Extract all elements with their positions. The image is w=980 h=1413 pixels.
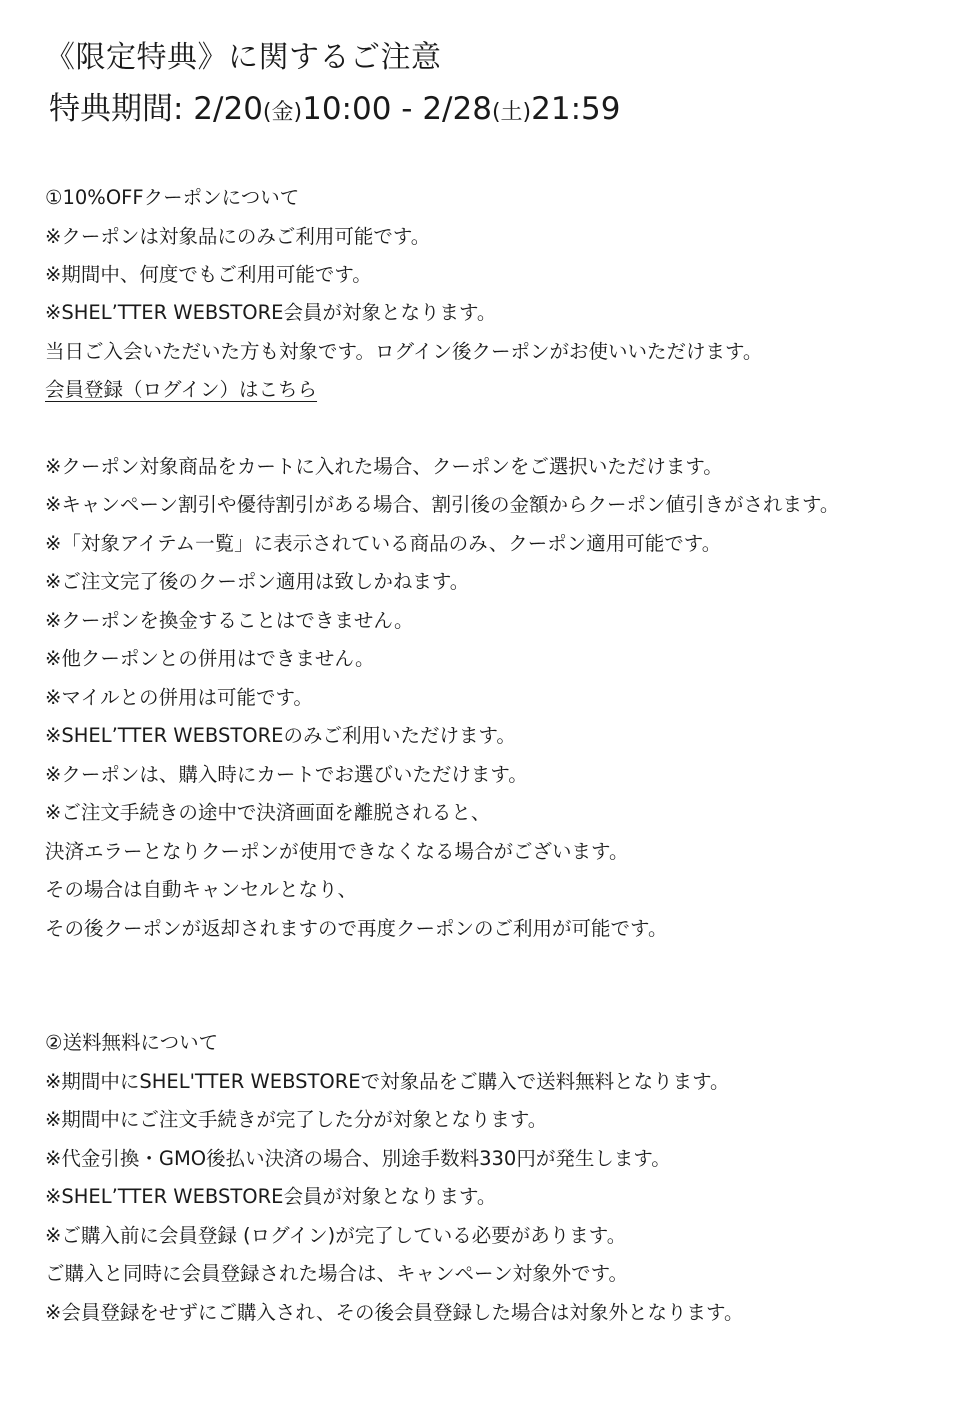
period-start-day: (金): [262, 100, 303, 125]
page-title: 《限定特典》に関するご注意: [45, 40, 442, 75]
shipping-line: ご購入と同時に会員登録された場合は、キャンペーン対象外です。: [45, 1262, 629, 1285]
coupon-note: ※他クーポンとの併用はできません。: [45, 647, 375, 670]
period-label: 特典期間: 2/20: [49, 91, 263, 127]
coupon-note: ※「対象アイテム一覧」に表示されている商品のみ、クーポン適用可能です。: [45, 532, 722, 555]
coupon-note: ※キャンペーン割引や優待割引がある場合、割引後の金額からクーポン値引きがされます。: [45, 493, 840, 516]
period-end-time: 21:59: [531, 91, 621, 127]
coupon-line: ※クーポンは対象品にのみご利用可能です。: [45, 225, 431, 248]
period-end-day: (土): [491, 100, 532, 125]
coupon-note: ※SHEL’TTER WEBSTOREのみご利用いただけます。: [45, 724, 516, 747]
campaign-period: [49, 86, 620, 136]
coupon-note: ※マイルとの併用は可能です。: [45, 686, 313, 709]
coupon-note: ※ご注文完了後のクーポン適用は致しかねます。: [45, 570, 470, 593]
shipping-line: ※代金引換・GMO後払い決済の場合、別途手数料330円が発生します。: [45, 1147, 671, 1170]
coupon-line: ※期間中、何度でもご利用可能です。: [45, 263, 372, 286]
coupon-line: ※SHEL’TTER WEBSTORE会員が対象となります。: [45, 301, 497, 324]
coupon-section-heading: ①10%OFFクーポンについて: [45, 186, 300, 209]
coupon-note: ※クーポンを換金することはできません。: [45, 609, 414, 632]
shipping-line: ※期間中にご注文手続きが完了した分が対象となります。: [45, 1108, 548, 1131]
coupon-note: 決済エラーとなりクーポンが使用できなくなる場合がございます。: [45, 840, 629, 863]
member-login-link[interactable]: 会員登録（ログイン）はこちら: [45, 378, 318, 401]
coupon-note: その後クーポンが返却されますので再度クーポンのご利用が可能です。: [45, 917, 668, 940]
coupon-line: 当日ご入会いただいた方も対象です。ログイン後クーポンがお使いいただけます。: [45, 340, 763, 363]
coupon-note: ※クーポン対象商品をカートに入れた場合、クーポンをご選択いただけます。: [45, 455, 723, 478]
coupon-note: その場合は自動キャンセルとなり、: [45, 878, 358, 901]
coupon-note: ※ご注文手続きの途中で決済画面を離脱されると、: [45, 801, 491, 824]
shipping-line: ※会員登録をせずにご購入され、その後会員登録した場合は対象外となります。: [45, 1301, 744, 1324]
coupon-note: ※クーポンは、購入時にカートでお選びいただけます。: [45, 763, 528, 786]
period-start-time: 10:00 - 2/28: [302, 91, 492, 127]
shipping-line: ※ご購入前に会員登録 (ログイン)が完了している必要があります。: [45, 1224, 627, 1247]
shipping-line: ※SHEL’TTER WEBSTORE会員が対象となります。: [45, 1185, 497, 1208]
shipping-line: ※期間中にSHEL'TTER WEBSTOREで対象品をご購入で送料無料となります。: [45, 1070, 730, 1093]
shipping-section-heading: ②送料無料について: [45, 1031, 219, 1054]
